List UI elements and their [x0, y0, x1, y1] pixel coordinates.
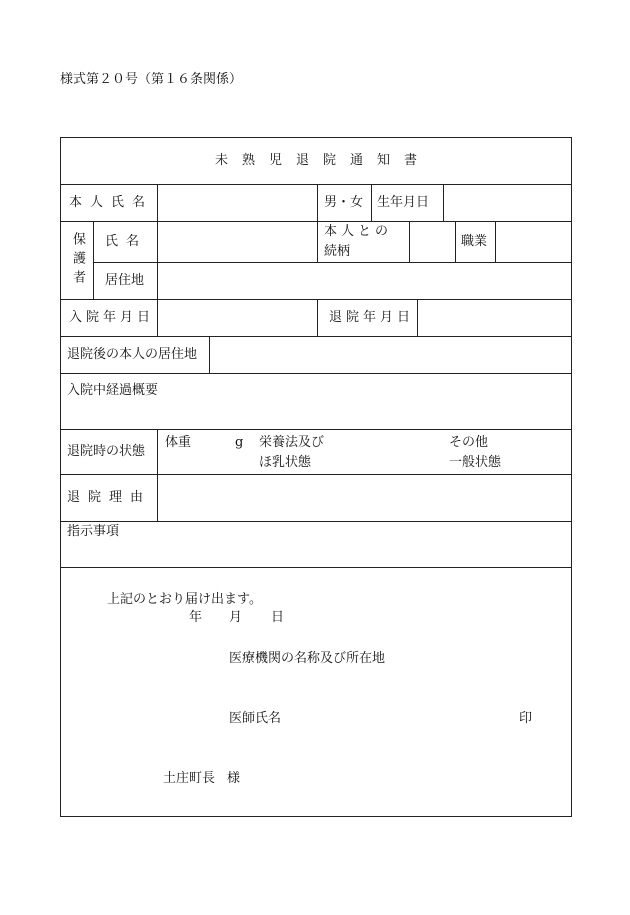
submission-statement: 上記のとおり届け出ます。: [107, 592, 262, 607]
name-label: 本人氏名: [69, 195, 154, 210]
birthdate-label: 生年月日: [377, 195, 430, 210]
occupation-field[interactable]: [496, 222, 570, 262]
date-month: 月: [229, 610, 243, 625]
discharge-date-label: 退院年月日: [329, 310, 415, 325]
date-day: 日: [271, 610, 285, 625]
seal-mark: 印: [519, 711, 533, 726]
post-discharge-address-field[interactable]: [210, 337, 570, 373]
admission-date-field[interactable]: [158, 300, 316, 336]
guardian-name-field[interactable]: [158, 222, 316, 262]
guardian-name-label: 氏名: [105, 234, 148, 249]
institution-label: 医療機関の名称及び所在地: [229, 651, 386, 666]
relation-label-line2: 続柄: [324, 244, 351, 259]
name-field[interactable]: [158, 185, 316, 221]
relation-field[interactable]: [410, 222, 454, 262]
instructions-label: 指示事項: [67, 524, 120, 539]
address-field[interactable]: [158, 263, 570, 299]
post-discharge-address-label: 退院後の本人の居住地: [67, 347, 198, 362]
doctor-name-label: 医師氏名: [229, 711, 282, 726]
occupation-label: 職業: [461, 234, 488, 249]
other-label-line1: その他: [449, 435, 489, 450]
discharge-state-label: 退院時の状態: [67, 444, 146, 459]
weight-label: 体重: [165, 435, 192, 450]
sex-label[interactable]: 男・女: [324, 195, 364, 210]
date-year: 年: [189, 610, 203, 625]
relation-label-line1: 本人との: [324, 224, 393, 239]
admission-date-label: 入院年月日: [69, 310, 155, 325]
address-label: 居住地: [105, 273, 145, 288]
form-number: 様式第２０号（第１６条関係）: [60, 72, 243, 87]
discharge-date-field[interactable]: [418, 300, 570, 336]
weight-unit: g: [235, 435, 244, 450]
guardian-label: 保護者: [70, 232, 85, 289]
nutrition-label-line2: ほ乳状態: [259, 455, 312, 470]
reason-field[interactable]: [158, 475, 570, 521]
nutrition-label-line1: 栄養法及び: [259, 435, 325, 450]
other-label-line2: 一般状態: [449, 455, 502, 470]
progress-summary-label: 入院中経過概要: [67, 383, 159, 398]
addressee: 土庄町長: [163, 771, 216, 786]
form-title: 未熟児退院通知書: [214, 153, 431, 168]
birthdate-field[interactable]: [444, 185, 570, 221]
honorific: 様: [227, 771, 241, 786]
reason-label: 退院理由: [67, 490, 152, 505]
discharge-notice-form: [60, 137, 572, 817]
